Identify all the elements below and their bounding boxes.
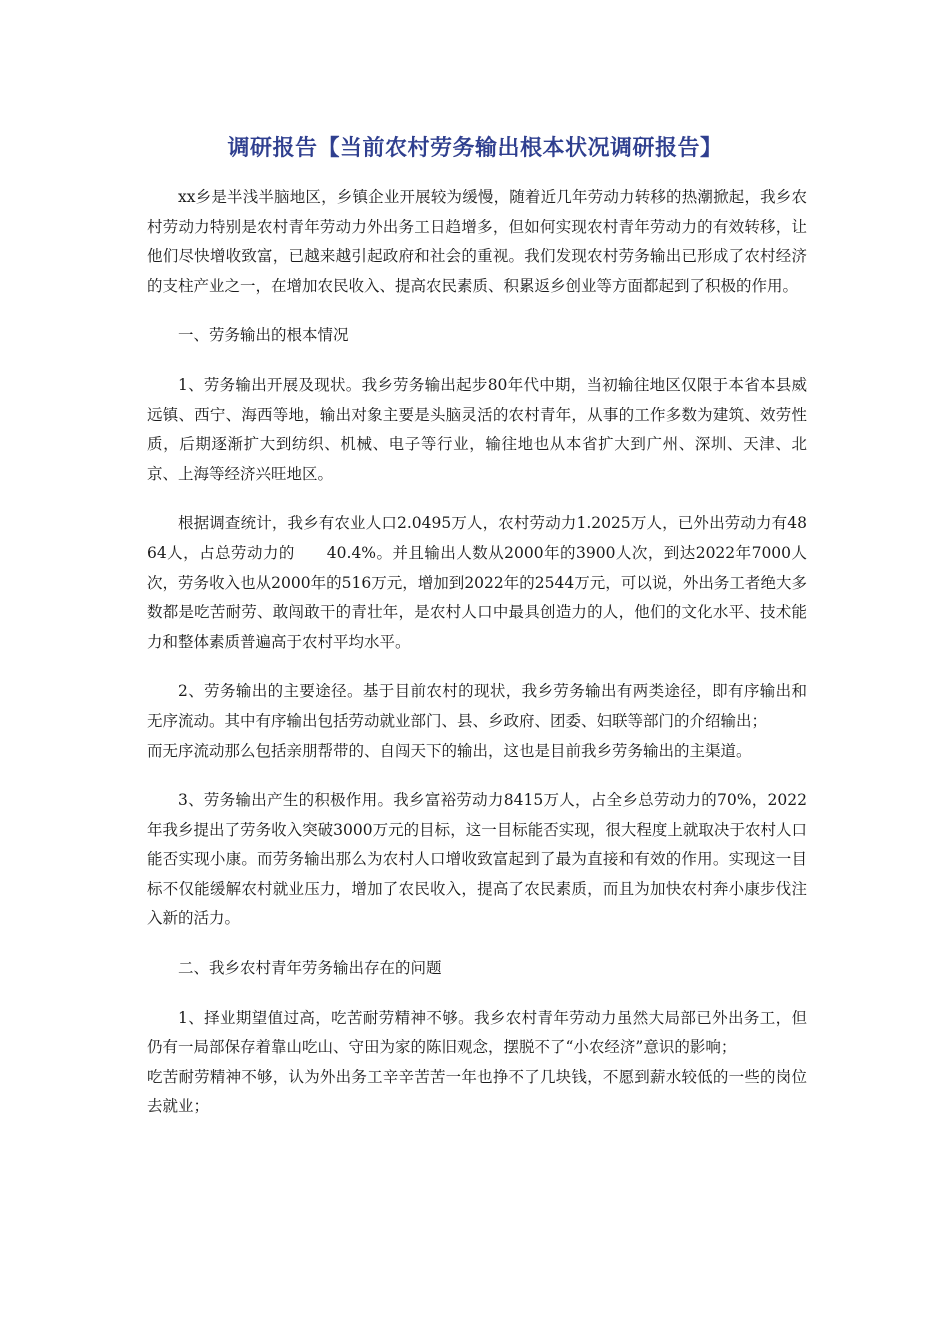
paragraph-development-status: 1、劳务输出开展及现状。我乡劳务输出起步80年代中期，当初输往地区仅限于本省本县威远镇、西宁、海西等地，输出对象主要是头脑灵活的农村青年，从事的工作多数为建筑、效劳性质，后期逐渐扩大到纺织、机械、电子等行业，输往地也从本省扩大到广州、深圳、天津、北京、上海等经济兴旺地区。	[147, 375, 807, 483]
section-heading-1: 一、劳务输出的根本情况	[178, 326, 349, 345]
paragraph-problem-1-cont: 吃苦耐劳精神不够，认为外出务工辛辛苦苦一年也挣不了几块钱，不愿到薪水较低的一些的岗位去就业；	[147, 1067, 807, 1116]
document-body	[147, 183, 807, 1142]
section-heading-2: 二、我乡农村青年劳务输出存在的问题	[178, 959, 442, 978]
paragraph-statistics: 根据调查统计，我乡有农业人口2.0495万人，农村劳动力1.2025万人，已外出劳动力有4864人，占总劳动力的 40.4%。并且输出人数从2000年的3900人次，到达2022年7000人次，劳务收入也从2000年的516万元，增加到2022年的2544万元，可以说，外出务工者绝大多数都是吃苦耐劳、敢闯敢干的青壮年，是农村人口中最具创造力的人，他们的文化水平、技术能力和整体素质普遍高于农村平均水平。	[147, 514, 807, 651]
paragraph-unordered-flow: 而无序流动那么包括亲朋帮带的、自闯天下的输出，这也是目前我乡劳务输出的主渠道。	[147, 741, 752, 760]
paragraph-positive-effects: 3、劳务输出产生的积极作用。我乡富裕劳动力8415万人，占全乡总劳动力的70%，2022年我乡提出了劳务收入突破3000万元的目标，这一目标能否实现，很大程度上就取决于农村人口能否实现小康。而劳务输出那么为农村人口增收致富起到了最为直接和有效的作用。实现这一目标不仅能缓解农村就业压力，增加了农民收入，提高了农民素质，而且为加快农村奔小康步伐注入新的活力。	[147, 791, 807, 928]
intro-paragraph: xx乡是半浅半脑地区，乡镇企业开展较为缓慢，随着近几年劳动力转移的热潮掀起，我乡农村劳动力特别是农村青年劳动力外出务工日趋增多，但如何实现农村青年劳动力的有效转移，让他们尽快增收致富，已越来越引起政府和社会的重视。我们发现农村劳务输出已形成了农村经济的支柱产业之一，在增加农民收入、提高农民素质、积累返乡创业等方面都起到了积极的作用。	[147, 188, 807, 295]
paragraph-main-channels: 2、劳务输出的主要途径。基于目前农村的现状，我乡劳务输出有两类途径，即有序输出和无序流动。其中有序输出包括劳动就业部门、县、乡政府、团委、妇联等部门的介绍输出；	[147, 682, 807, 730]
document-title: 调研报告【当前农村劳务输出根本状况调研报告】	[227, 136, 723, 161]
paragraph-problem-1: 1、择业期望值过高，吃苦耐劳精神不够。我乡农村青年劳动力虽然大局部已外出务工，但仍有一局部保存着靠山吃山、守田为家的陈旧观念，摆脱不了“小农经济”意识的影响；	[147, 1008, 807, 1057]
